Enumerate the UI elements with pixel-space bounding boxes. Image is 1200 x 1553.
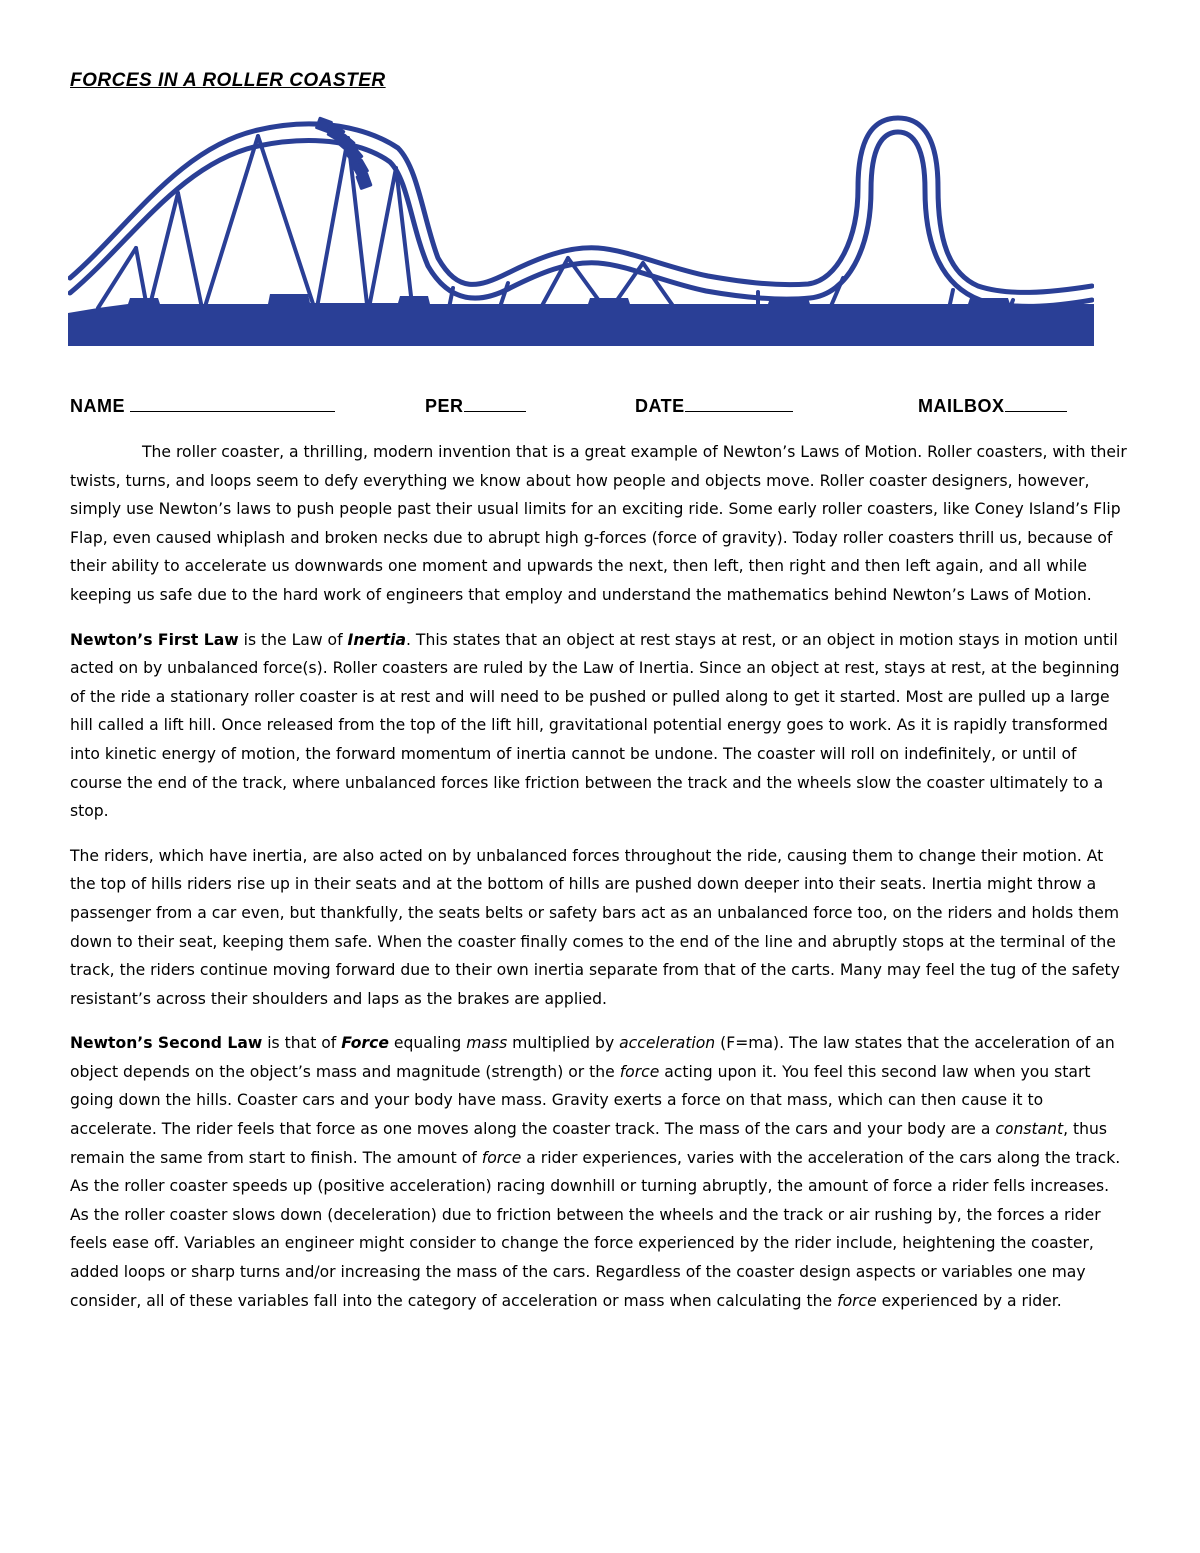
name-blank[interactable] — [130, 393, 335, 412]
period-blank[interactable] — [464, 393, 526, 412]
period-field[interactable]: PER — [425, 393, 526, 417]
mailbox-field[interactable]: MAILBOX — [918, 393, 1067, 417]
intro-paragraph: The roller coaster, a thrilling, modern invention that is a great example of Newton’s Laws of Motion. Roller coasters, with their twists, turns, and loops seem to defy everything we know about how people and objects move. Roller coaster designers, however, simply use Newton’s laws to push people past their usual limits for an exciting ride. Some early roller coasters, like Coney Island’s Flip Flap, even caused whiplash and broken necks due to abrupt high g-forces (force of gravity). Today roller coasters thrill us, because of their ability to accelerate us downwards one moment and upwards the next, then left, then right and then left again, and all while keeping us safe due to the hard work of engineers that employ and understand the mathematics behind Newton’s Laws of Motion. — [70, 443, 1127, 604]
ground-silhouette — [68, 294, 1094, 346]
student-info-fields — [70, 393, 1100, 423]
date-blank[interactable] — [685, 393, 793, 412]
mailbox-blank[interactable] — [1005, 393, 1067, 412]
article-body — [70, 438, 1130, 1331]
first-law-paragraph: Newton’s First Law is the Law of Inertia. This states that an object at rest stays at rest, or an object in motion stays in motion until acted on by unbalanced force(s). Roller coasters are ruled by the Law of Inertia. Since an object at rest, stays at rest, at the beginning of the ride a stationary roller coaster is at rest and will need to be pushed or pulled along to get it started. Most are pulled up a large hill called a lift hill. Once released from the top of the lift hill, gravitational potential energy goes to work. As it is rapidly transformed into kinetic energy of motion, the forward momentum of inertia cannot be undone. The coaster will roll on indefinitely, or until of course the end of the track, where unbalanced forces like friction between the track and the wheels slow the coaster ultimately to a stop. — [70, 630, 1120, 821]
roller-coaster-illustration — [68, 108, 1094, 348]
riders-paragraph: The riders, which have inertia, are also acted on by unbalanced forces throughout the ride, causing them to change their motion. At the top of hills riders rise up in their seats and at the bottom of hills are pushed down deeper into their seats. Inertia might throw a passenger from a car even, but thankfully, the seats belts or safety bars act as an unbalanced force too, on the riders and holds them down to their seat, keeping them safe. When the coaster finally comes to the end of the line and abruptly stops at the terminal of the track, the riders continue moving forward due to their own inertia separate from that of the carts. Many may feel the tug of the safety resistant’s across their shoulders and laps as the brakes are applied. — [70, 846, 1120, 1008]
name-field[interactable]: NAME — [70, 393, 335, 417]
page-title: FORCES IN A ROLLER COASTER — [70, 70, 386, 91]
date-field[interactable]: DATE — [635, 393, 793, 417]
coaster-supports — [98, 136, 1013, 313]
second-law-paragraph: Newton’s Second Law is that of Force equaling mass multiplied by acceleration (F=ma). The law states that the acceleration of an object depends on the object’s mass and magnitude (strength) or the force acting upon it. You feel this second law when you start going down the hills. Coaster cars and your body have mass. Gravity exerts a force on that mass, which can then cause it to accelerate. The rider feels that force as one moves along the coaster track. The mass of the cars and your body are a constant, thus remain the same from start to finish. The amount of force a rider experiences, varies with the acceleration of the cars along the track. As the roller coaster speeds up (positive acceleration) racing downhill or turning abruptly, the amount of force a rider fells increases. As the roller coaster slows down (deceleration) due to friction between the wheels and the track or air rushing by, the forces a rider feels ease off. Variables an engineer might consider to change the force experienced by the rider include, heightening the coaster, added loops or sharp turns and/or increasing the mass of the cars. Regardless of the coaster design aspects or variables one may consider, all of these variables fall into the category of acceleration or mass when calculating the force experienced by a rider. — [70, 1034, 1121, 1310]
